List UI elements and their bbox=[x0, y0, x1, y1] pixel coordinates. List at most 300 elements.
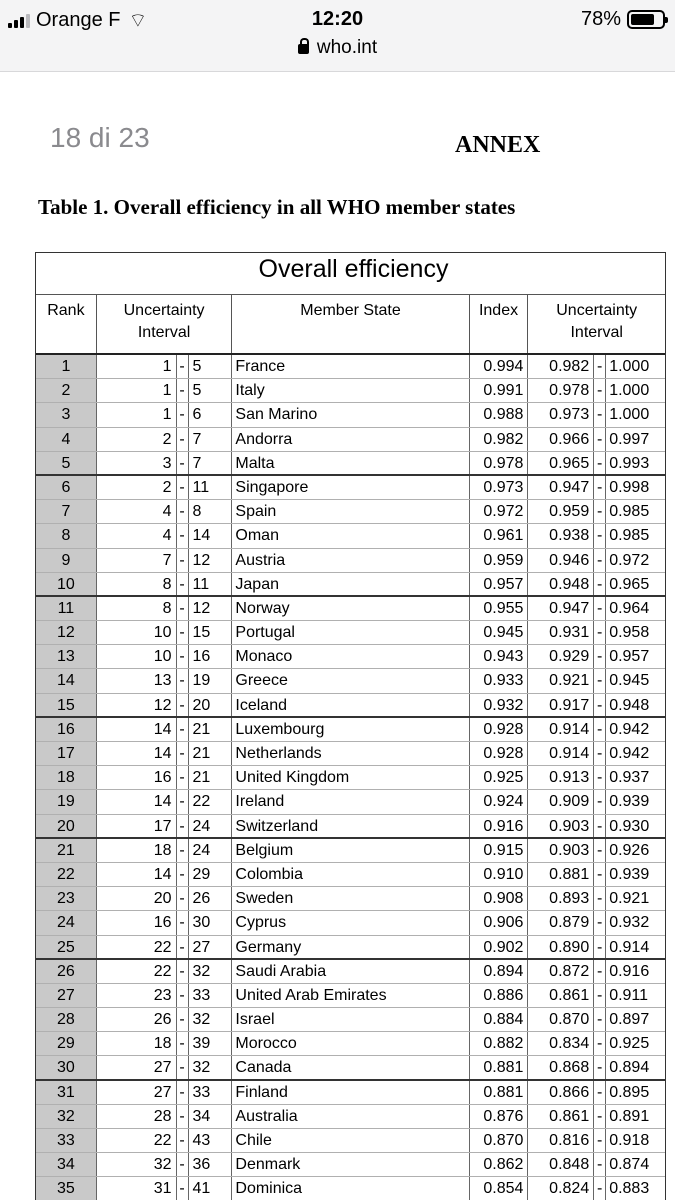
table-row bbox=[36, 839, 665, 863]
interval-dash: - bbox=[177, 1177, 189, 1199]
rank-cell: 24 bbox=[36, 911, 97, 934]
table-caption: Table 1. Overall efficiency in all WHO member states bbox=[38, 195, 516, 219]
index-interval-high: 0.939 bbox=[609, 865, 650, 883]
rank-interval-low: 12 bbox=[97, 694, 177, 716]
rank-interval-high: 32 bbox=[189, 1008, 233, 1031]
rank-interval-high: 27 bbox=[189, 936, 233, 958]
interval-dash: - bbox=[594, 718, 606, 741]
member-state-cell: Monaco bbox=[232, 645, 469, 668]
interval-dash: - bbox=[594, 1056, 606, 1078]
index-cell: 0.924 bbox=[470, 790, 529, 813]
interval-dash: - bbox=[177, 960, 189, 983]
rank-cell: 20 bbox=[36, 815, 97, 837]
table-row bbox=[36, 936, 665, 960]
index-interval-low: 0.909 bbox=[528, 790, 594, 813]
rank-interval-low: 1 bbox=[97, 355, 177, 378]
index-cell: 0.886 bbox=[470, 984, 529, 1007]
rank-cell: 27 bbox=[36, 984, 97, 1007]
rank-cell: 15 bbox=[36, 694, 97, 716]
index-interval-low: 0.947 bbox=[528, 476, 594, 499]
index-cell: 0.972 bbox=[470, 500, 529, 523]
member-state-cell: Denmark bbox=[232, 1153, 469, 1176]
rank-cell: 22 bbox=[36, 863, 97, 886]
interval-dash: - bbox=[177, 863, 189, 886]
rank-interval-low: 14 bbox=[97, 742, 177, 765]
rank-interval-high: 34 bbox=[189, 1105, 233, 1128]
index-interval-high: 0.930 bbox=[609, 817, 650, 835]
interval-dash: - bbox=[177, 403, 189, 426]
interval-dash: - bbox=[177, 936, 189, 958]
index-interval-high: 0.918 bbox=[609, 1132, 650, 1149]
index-cell: 0.978 bbox=[470, 452, 529, 474]
interval-dash: - bbox=[594, 645, 606, 668]
table-row bbox=[36, 815, 665, 839]
index-interval-high: 0.932 bbox=[609, 914, 650, 932]
index-interval-high: 0.998 bbox=[609, 478, 650, 496]
rank-interval-high: 8 bbox=[189, 500, 233, 523]
header-index-uncertainty-interval: Uncertainty Interval bbox=[556, 302, 638, 341]
interval-dash: - bbox=[177, 524, 189, 547]
member-state-cell: Sweden bbox=[232, 887, 469, 910]
interval-dash: - bbox=[594, 960, 606, 983]
member-state-cell: Dominica bbox=[232, 1177, 469, 1199]
interval-dash: - bbox=[177, 1081, 189, 1104]
index-cell: 0.910 bbox=[470, 863, 529, 886]
rank-interval-high: 12 bbox=[189, 597, 233, 620]
index-interval-high: 0.914 bbox=[609, 938, 650, 956]
index-interval-low: 0.959 bbox=[528, 500, 594, 523]
rank-interval-low: 8 bbox=[97, 597, 177, 620]
rank-interval-low: 8 bbox=[97, 573, 177, 595]
member-state-cell: Austria bbox=[232, 549, 469, 572]
interval-dash: - bbox=[177, 911, 189, 934]
address-bar[interactable] bbox=[0, 37, 675, 59]
rank-interval-low: 16 bbox=[97, 911, 177, 934]
rank-cell: 19 bbox=[36, 790, 97, 813]
interval-dash: - bbox=[594, 1129, 606, 1152]
interval-dash: - bbox=[594, 815, 606, 837]
index-cell: 0.882 bbox=[470, 1032, 529, 1055]
carrier-name: Orange F bbox=[36, 9, 121, 31]
index-interval-high: 0.894 bbox=[609, 1059, 650, 1077]
interval-dash: - bbox=[177, 500, 189, 523]
table-row bbox=[36, 887, 665, 911]
index-interval-high: 1.000 bbox=[609, 382, 650, 400]
rank-interval-low: 27 bbox=[97, 1081, 177, 1104]
interval-dash: - bbox=[594, 1008, 606, 1031]
interval-dash: - bbox=[594, 1081, 606, 1104]
annex-heading: ANNEX bbox=[455, 132, 541, 158]
member-state-cell: Andorra bbox=[232, 428, 469, 451]
index-interval-low: 0.866 bbox=[528, 1081, 594, 1104]
table-row bbox=[36, 645, 665, 669]
index-interval-high: 0.883 bbox=[609, 1180, 650, 1198]
rank-interval-low: 1 bbox=[97, 379, 177, 402]
table-header bbox=[36, 295, 665, 355]
interval-dash: - bbox=[177, 1056, 189, 1078]
rank-cell: 34 bbox=[36, 1153, 97, 1176]
rank-interval-low: 14 bbox=[97, 718, 177, 741]
table-row bbox=[36, 597, 665, 621]
rank-cell: 23 bbox=[36, 887, 97, 910]
index-cell: 0.928 bbox=[470, 718, 529, 741]
rank-interval-low: 17 bbox=[97, 815, 177, 837]
index-cell: 0.908 bbox=[470, 887, 529, 910]
index-interval-low: 0.870 bbox=[528, 1008, 594, 1031]
rank-cell: 7 bbox=[36, 500, 97, 523]
table-row bbox=[36, 960, 665, 984]
member-state-cell: Israel bbox=[232, 1008, 469, 1031]
member-state-cell: Ireland bbox=[232, 790, 469, 813]
member-state-cell: Iceland bbox=[232, 694, 469, 716]
index-interval-high: 0.925 bbox=[609, 1035, 650, 1053]
table-row bbox=[36, 1153, 665, 1177]
rank-interval-high: 21 bbox=[189, 766, 233, 789]
table-row bbox=[36, 355, 665, 379]
header-uncertainty-interval: Uncertainty Interval bbox=[97, 295, 233, 353]
index-interval-low: 0.931 bbox=[528, 621, 594, 644]
rank-interval-high: 33 bbox=[189, 1081, 233, 1104]
index-interval-high: 1.000 bbox=[609, 358, 650, 375]
index-interval-low: 0.903 bbox=[528, 839, 594, 862]
efficiency-table bbox=[35, 252, 666, 1200]
table-row bbox=[36, 549, 665, 573]
interval-dash: - bbox=[594, 766, 606, 789]
interval-dash: - bbox=[177, 1008, 189, 1031]
index-interval-high: 0.985 bbox=[609, 527, 650, 545]
table-row bbox=[36, 621, 665, 645]
index-interval-high: 0.926 bbox=[609, 841, 650, 859]
index-interval-high: 1.000 bbox=[609, 406, 650, 424]
index-cell: 0.916 bbox=[470, 815, 529, 837]
index-cell: 0.932 bbox=[470, 694, 529, 716]
interval-dash: - bbox=[594, 549, 606, 572]
rank-interval-low: 20 bbox=[97, 887, 177, 910]
interval-dash: - bbox=[177, 452, 189, 474]
rank-interval-high: 19 bbox=[189, 669, 233, 692]
page-counter: 18 di 23 bbox=[50, 122, 150, 153]
rank-interval-high: 21 bbox=[189, 718, 233, 741]
rank-interval-low: 31 bbox=[97, 1177, 177, 1199]
status-bar bbox=[0, 0, 675, 72]
rank-interval-low: 14 bbox=[97, 863, 177, 886]
interval-dash: - bbox=[177, 597, 189, 620]
interval-dash: - bbox=[594, 1153, 606, 1176]
member-state-cell: Finland bbox=[232, 1081, 469, 1104]
table-row bbox=[36, 1032, 665, 1056]
index-interval-high: 0.942 bbox=[609, 720, 650, 738]
rank-interval-low: 13 bbox=[97, 669, 177, 692]
table-title: Overall efficiency bbox=[36, 253, 665, 295]
member-state-cell: Germany bbox=[232, 936, 469, 958]
index-interval-high: 0.874 bbox=[609, 1156, 650, 1174]
table-row bbox=[36, 742, 665, 766]
index-cell: 0.876 bbox=[470, 1105, 529, 1128]
rank-interval-high: 12 bbox=[189, 549, 233, 572]
rank-interval-high: 33 bbox=[189, 984, 233, 1007]
rank-cell: 28 bbox=[36, 1008, 97, 1031]
index-interval-low: 0.868 bbox=[528, 1056, 594, 1078]
interval-dash: - bbox=[594, 911, 606, 934]
rank-interval-low: 10 bbox=[97, 645, 177, 668]
interval-dash: - bbox=[177, 742, 189, 765]
member-state-cell: Oman bbox=[232, 524, 469, 547]
index-cell: 0.894 bbox=[470, 960, 529, 983]
table-row bbox=[36, 790, 665, 814]
index-cell: 0.991 bbox=[470, 379, 529, 402]
index-interval-high: 0.895 bbox=[609, 1083, 650, 1101]
index-interval-low: 0.966 bbox=[528, 428, 594, 451]
battery-percent: 78% bbox=[580, 8, 621, 30]
member-state-cell: Colombia bbox=[232, 863, 469, 886]
rank-cell: 1 bbox=[36, 355, 97, 378]
index-cell: 0.906 bbox=[470, 911, 529, 934]
rank-interval-low: 28 bbox=[97, 1105, 177, 1128]
rank-cell: 8 bbox=[36, 524, 97, 547]
index-interval-low: 0.872 bbox=[528, 960, 594, 983]
interval-dash: - bbox=[594, 452, 606, 474]
index-cell: 0.862 bbox=[470, 1153, 529, 1176]
rank-interval-high: 36 bbox=[189, 1153, 233, 1176]
interval-dash: - bbox=[594, 379, 606, 402]
table-row bbox=[36, 379, 665, 403]
index-interval-low: 0.881 bbox=[528, 863, 594, 886]
index-interval-low: 0.947 bbox=[528, 597, 594, 620]
member-state-cell: Malta bbox=[232, 452, 469, 474]
rank-interval-high: 43 bbox=[189, 1129, 233, 1152]
interval-dash: - bbox=[177, 645, 189, 668]
member-state-cell: Chile bbox=[232, 1129, 469, 1152]
rank-interval-high: 39 bbox=[189, 1032, 233, 1055]
rank-interval-high: 15 bbox=[189, 621, 233, 644]
rank-interval-low: 22 bbox=[97, 960, 177, 983]
index-cell: 0.959 bbox=[470, 549, 529, 572]
rank-interval-high: 6 bbox=[189, 403, 233, 426]
index-interval-high: 0.939 bbox=[609, 793, 650, 811]
rank-cell: 10 bbox=[36, 573, 97, 595]
rank-cell: 9 bbox=[36, 549, 97, 572]
index-cell: 0.870 bbox=[470, 1129, 529, 1152]
rank-interval-low: 10 bbox=[97, 621, 177, 644]
rank-interval-high: 22 bbox=[189, 790, 233, 813]
member-state-cell: Italy bbox=[232, 379, 469, 402]
interval-dash: - bbox=[594, 621, 606, 644]
member-state-cell: Saudi Arabia bbox=[232, 960, 469, 983]
rank-interval-high: 32 bbox=[189, 960, 233, 983]
member-state-cell: Cyprus bbox=[232, 911, 469, 934]
table-row bbox=[36, 766, 665, 790]
table-row bbox=[36, 1129, 665, 1153]
index-cell: 0.884 bbox=[470, 1008, 529, 1031]
member-state-cell: Canada bbox=[232, 1056, 469, 1078]
rank-interval-high: 7 bbox=[189, 452, 233, 474]
interval-dash: - bbox=[177, 1105, 189, 1128]
member-state-cell: Luxembourg bbox=[232, 718, 469, 741]
member-state-cell: Netherlands bbox=[232, 742, 469, 765]
interval-dash: - bbox=[177, 476, 189, 499]
rank-cell: 11 bbox=[36, 597, 97, 620]
table-row bbox=[36, 694, 665, 718]
index-cell: 0.881 bbox=[470, 1081, 529, 1104]
battery-indicator bbox=[581, 8, 665, 31]
interval-dash: - bbox=[177, 766, 189, 789]
rank-interval-low: 23 bbox=[97, 984, 177, 1007]
rank-cell: 5 bbox=[36, 452, 97, 474]
interval-dash: - bbox=[177, 839, 189, 862]
rank-cell: 4 bbox=[36, 428, 97, 451]
index-interval-high: 0.964 bbox=[609, 599, 650, 617]
interval-dash: - bbox=[594, 500, 606, 523]
member-state-cell: United Arab Emirates bbox=[232, 984, 469, 1007]
table-row bbox=[36, 911, 665, 935]
rank-interval-high: 5 bbox=[189, 379, 233, 402]
index-cell: 0.961 bbox=[470, 524, 529, 547]
index-interval-low: 0.834 bbox=[528, 1032, 594, 1055]
interval-dash: - bbox=[177, 669, 189, 692]
member-state-cell: Australia bbox=[232, 1105, 469, 1128]
header-member-state: Member State bbox=[232, 295, 469, 353]
interval-dash: - bbox=[594, 573, 606, 595]
rank-interval-high: 29 bbox=[189, 863, 233, 886]
header-index: Index bbox=[470, 295, 529, 353]
rank-cell: 26 bbox=[36, 960, 97, 983]
interval-dash: - bbox=[594, 742, 606, 765]
battery-icon bbox=[627, 10, 665, 29]
interval-dash: - bbox=[594, 669, 606, 692]
member-state-cell: United Kingdom bbox=[232, 766, 469, 789]
interval-dash: - bbox=[594, 403, 606, 426]
index-interval-low: 0.848 bbox=[528, 1153, 594, 1176]
rank-cell: 30 bbox=[36, 1056, 97, 1078]
index-cell: 0.902 bbox=[470, 936, 529, 958]
rank-interval-low: 4 bbox=[97, 524, 177, 547]
index-interval-low: 0.965 bbox=[528, 452, 594, 474]
rank-interval-low: 16 bbox=[97, 766, 177, 789]
table-row bbox=[36, 718, 665, 742]
index-interval-low: 0.914 bbox=[528, 718, 594, 741]
rank-interval-high: 30 bbox=[189, 911, 233, 934]
member-state-cell: Belgium bbox=[232, 839, 469, 862]
index-interval-low: 0.929 bbox=[528, 645, 594, 668]
index-interval-low: 0.879 bbox=[528, 911, 594, 934]
header-rank: Rank bbox=[36, 295, 97, 353]
interval-dash: - bbox=[594, 694, 606, 716]
index-cell: 0.994 bbox=[470, 355, 529, 378]
interval-dash: - bbox=[594, 863, 606, 886]
table-row bbox=[36, 669, 665, 693]
index-cell: 0.854 bbox=[470, 1177, 529, 1199]
wifi-icon: ︎⌔ bbox=[128, 10, 148, 32]
index-cell: 0.982 bbox=[470, 428, 529, 451]
rank-interval-low: 27 bbox=[97, 1056, 177, 1078]
index-interval-low: 0.921 bbox=[528, 669, 594, 692]
rank-interval-high: 41 bbox=[189, 1177, 233, 1199]
table-row bbox=[36, 984, 665, 1008]
interval-dash: - bbox=[177, 1153, 189, 1176]
member-state-cell: Spain bbox=[232, 500, 469, 523]
rank-interval-low: 18 bbox=[97, 1032, 177, 1055]
table-row bbox=[36, 573, 665, 597]
interval-dash: - bbox=[594, 1032, 606, 1055]
index-cell: 0.945 bbox=[470, 621, 529, 644]
rank-interval-low: 14 bbox=[97, 790, 177, 813]
index-interval-high: 0.891 bbox=[609, 1107, 650, 1125]
rank-cell: 3 bbox=[36, 403, 97, 426]
interval-dash: - bbox=[177, 355, 189, 378]
index-interval-high: 0.957 bbox=[609, 648, 650, 666]
index-interval-low: 0.824 bbox=[528, 1177, 594, 1199]
rank-interval-low: 2 bbox=[97, 428, 177, 451]
interval-dash: - bbox=[594, 790, 606, 813]
table-body bbox=[36, 355, 665, 1200]
index-interval-high: 0.985 bbox=[609, 503, 650, 521]
member-state-cell: Norway bbox=[232, 597, 469, 620]
rank-cell: 16 bbox=[36, 718, 97, 741]
index-interval-low: 0.913 bbox=[528, 766, 594, 789]
index-interval-low: 0.890 bbox=[528, 936, 594, 958]
table-row bbox=[36, 1177, 665, 1200]
index-cell: 0.957 bbox=[470, 573, 529, 595]
index-interval-low: 0.973 bbox=[528, 403, 594, 426]
rank-interval-low: 18 bbox=[97, 839, 177, 862]
interval-dash: - bbox=[594, 839, 606, 862]
interval-dash: - bbox=[177, 1129, 189, 1152]
index-cell: 0.988 bbox=[470, 403, 529, 426]
member-state-cell: Portugal bbox=[232, 621, 469, 644]
rank-interval-low: 32 bbox=[97, 1153, 177, 1176]
rank-interval-high: 11 bbox=[189, 476, 233, 499]
rank-cell: 14 bbox=[36, 669, 97, 692]
index-cell: 0.955 bbox=[470, 597, 529, 620]
interval-dash: - bbox=[177, 790, 189, 813]
rank-interval-high: 5 bbox=[189, 355, 233, 378]
member-state-cell: Morocco bbox=[232, 1032, 469, 1055]
table-row bbox=[36, 403, 665, 427]
rank-interval-high: 20 bbox=[189, 694, 233, 716]
rank-interval-high: 24 bbox=[189, 839, 233, 862]
interval-dash: - bbox=[594, 524, 606, 547]
index-interval-high: 0.997 bbox=[609, 430, 650, 448]
table-row bbox=[36, 476, 665, 500]
rank-interval-low: 2 bbox=[97, 476, 177, 499]
table-row bbox=[36, 863, 665, 887]
index-interval-low: 0.861 bbox=[528, 1105, 594, 1128]
index-interval-high: 0.911 bbox=[609, 986, 649, 1004]
index-interval-low: 0.917 bbox=[528, 694, 594, 716]
rank-interval-low: 22 bbox=[97, 936, 177, 958]
interval-dash: - bbox=[594, 1105, 606, 1128]
index-interval-high: 0.948 bbox=[609, 696, 650, 714]
index-interval-high: 0.972 bbox=[609, 551, 650, 569]
lock-icon bbox=[298, 44, 309, 54]
rank-cell: 33 bbox=[36, 1129, 97, 1152]
index-interval-high: 0.965 bbox=[609, 575, 650, 593]
interval-dash: - bbox=[177, 815, 189, 837]
interval-dash: - bbox=[177, 984, 189, 1007]
index-interval-high: 0.993 bbox=[609, 454, 650, 472]
member-state-cell: Japan bbox=[232, 573, 469, 595]
index-interval-high: 0.916 bbox=[609, 962, 650, 980]
index-interval-low: 0.978 bbox=[528, 379, 594, 402]
index-interval-low: 0.816 bbox=[528, 1129, 594, 1152]
rank-interval-high: 11 bbox=[189, 573, 233, 595]
interval-dash: - bbox=[594, 984, 606, 1007]
interval-dash: - bbox=[177, 887, 189, 910]
interval-dash: - bbox=[177, 1032, 189, 1055]
interval-dash: - bbox=[177, 573, 189, 595]
index-interval-high: 0.942 bbox=[609, 745, 650, 762]
rank-cell: 25 bbox=[36, 936, 97, 958]
